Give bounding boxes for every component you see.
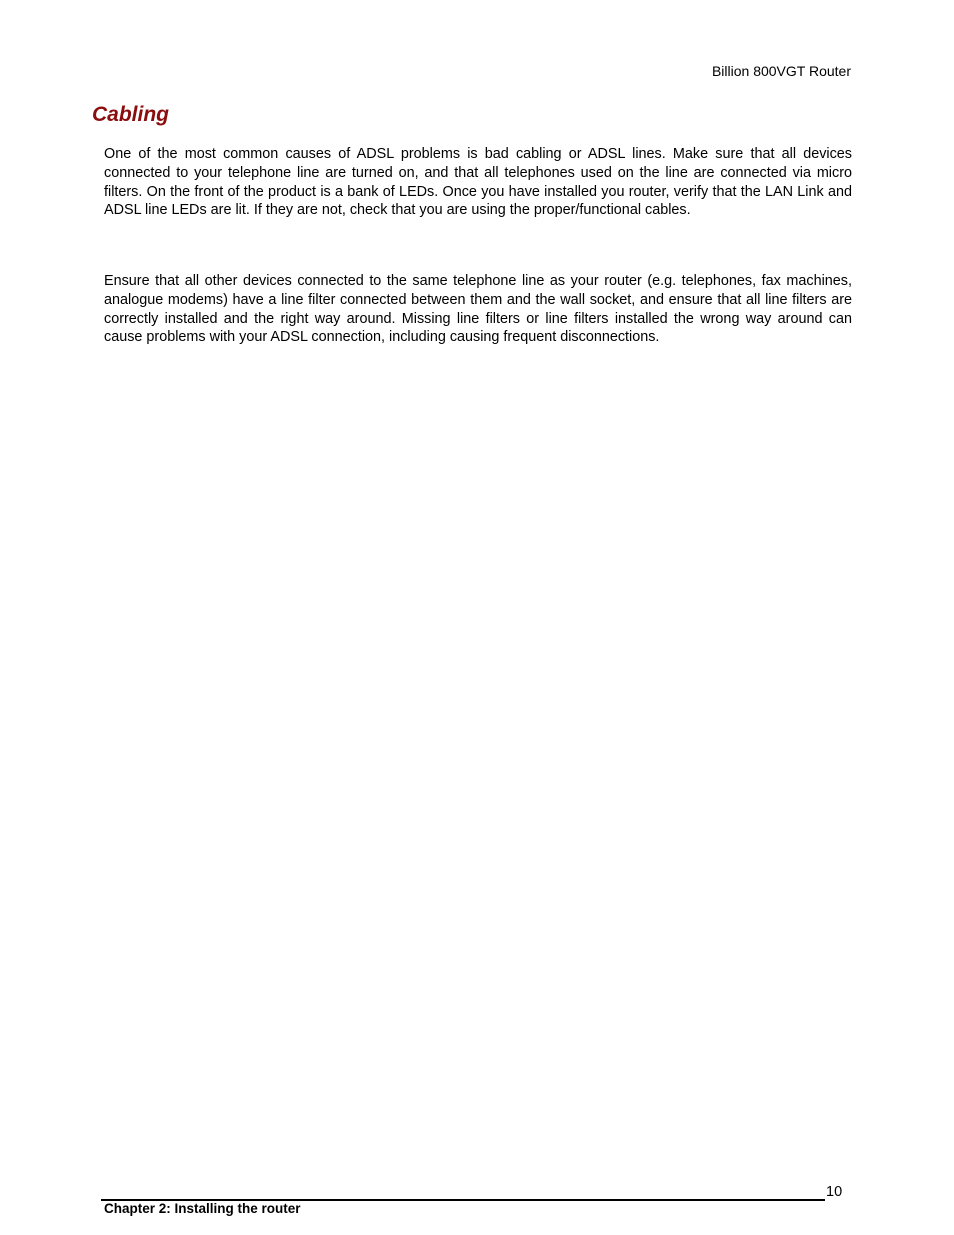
- section-heading: Cabling: [92, 103, 169, 126]
- body-paragraph-cabling: One of the most common causes of ADSL problems is bad cabling or ADSL lines. Make sure that all devices connected to your telephone line are turned on, and that all telephones used on the line are connected via micro filters. On the front of the product is a bank of LEDs. Once you have installed you router, verify that the LAN Link and ADSL line LEDs are lit. If they are not, check that you are using the proper/functional cables.: [104, 146, 852, 219]
- body-paragraph-line-filters: Ensure that all other devices connected to the same telephone line as your router (e.g. telephones, fax machines, analogue modems) have a line filter connected between them and the wall socket, and ensure that all line filters are correctly installed and the right way around. Missing line filters or line filters installed the wrong way around can cause problems with your ADSL connection, including causing frequent disconnections.: [104, 273, 852, 346]
- page-number: 10: [826, 1184, 843, 1200]
- footer-chapter-title: Chapter 2: Installing the router: [104, 1201, 301, 1216]
- running-header-title: Billion 800VGT Router: [711, 63, 851, 79]
